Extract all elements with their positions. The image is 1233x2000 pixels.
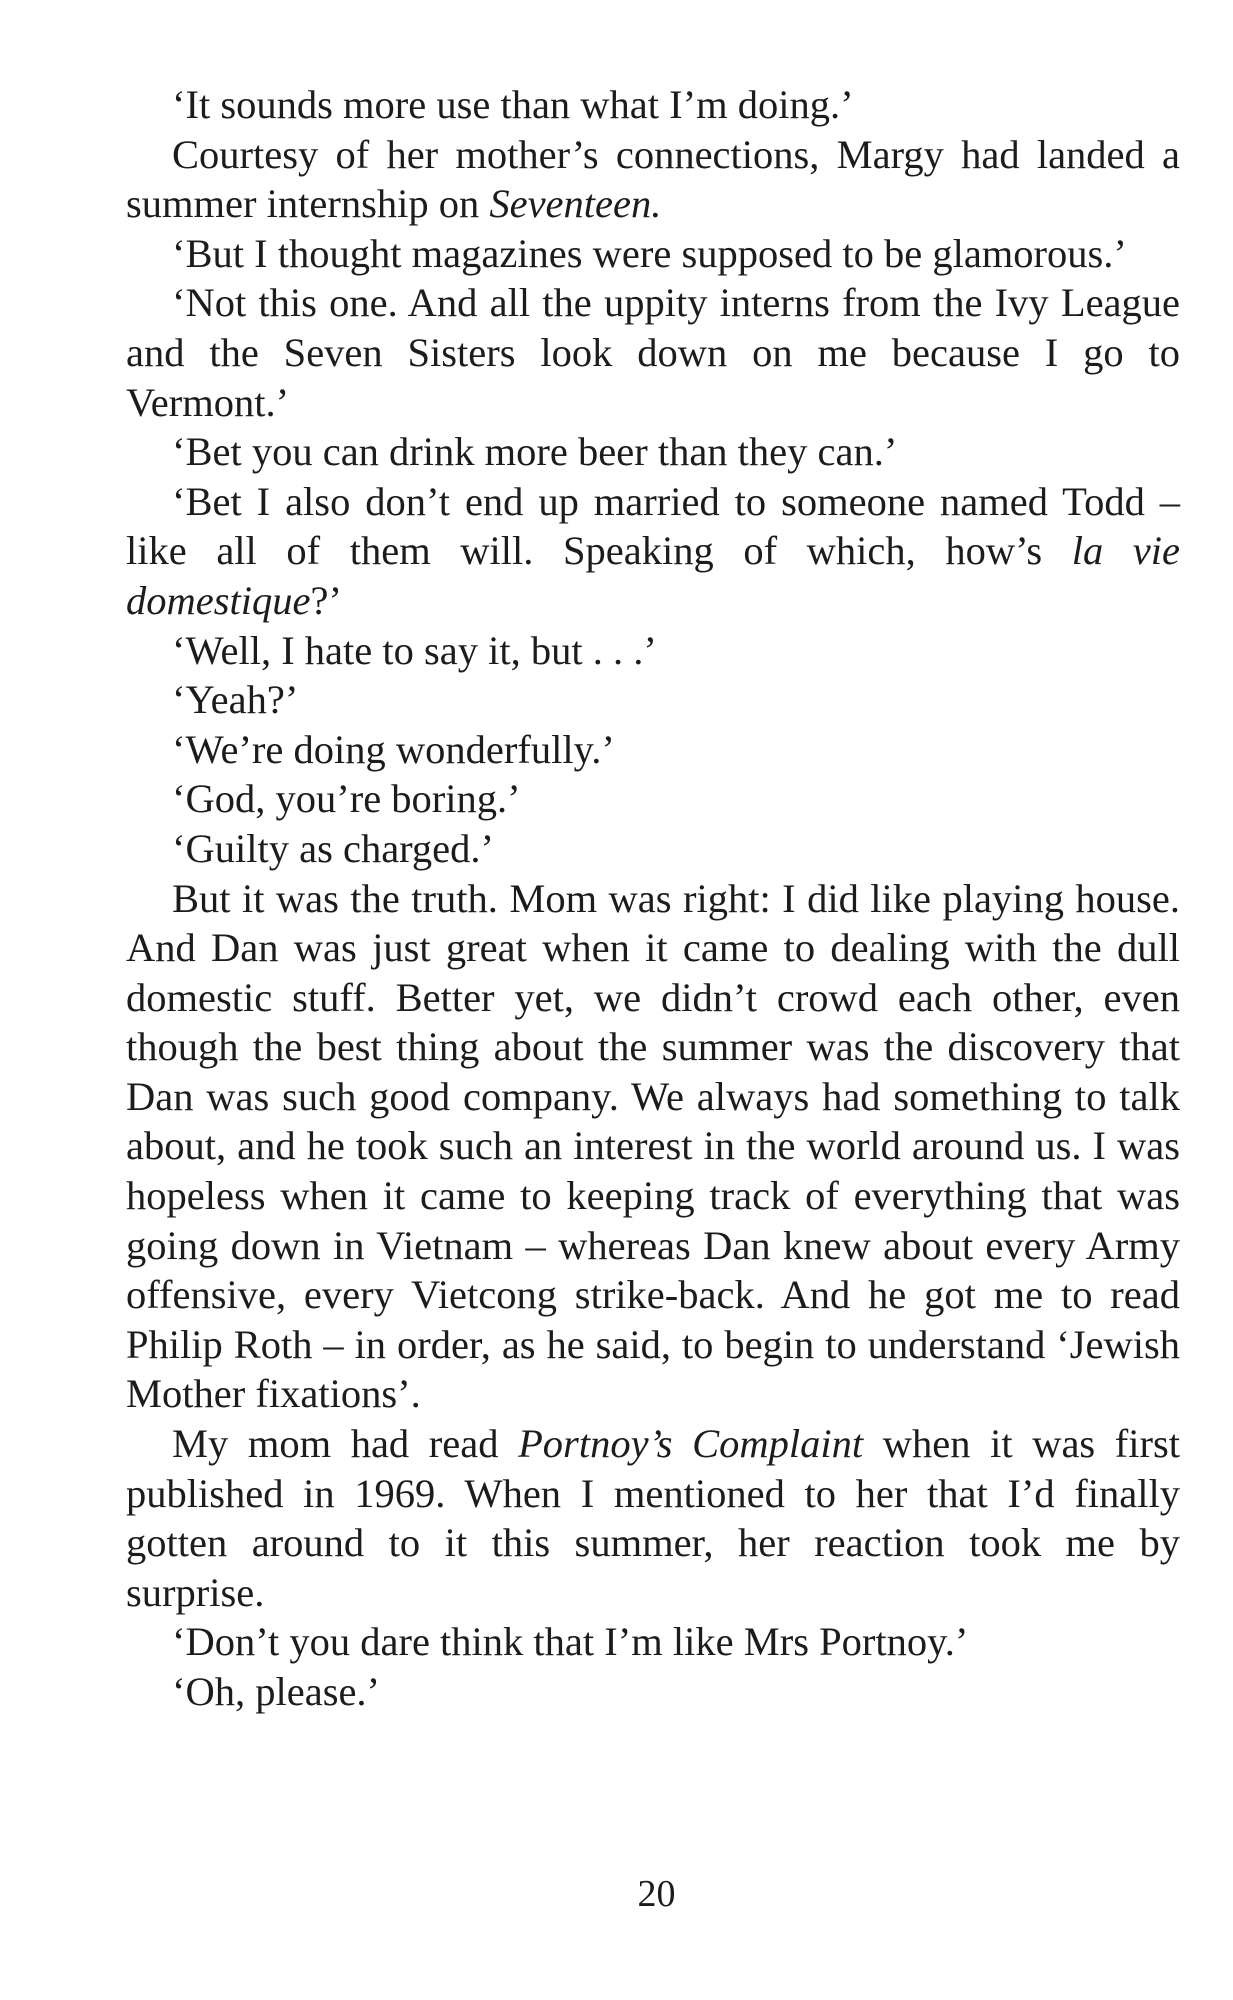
text-run: My mom had read: [172, 1421, 519, 1467]
text-run: when it was first published in 1969. When I mentioned to her that I’d finally gotten around to it this summer, her reaction took me by surprise.: [126, 1421, 1181, 1615]
paragraph: [126, 278, 1180, 427]
text-run: ‘We’re doing wonderfully.’: [172, 726, 615, 772]
paragraph: [126, 477, 1180, 626]
paragraph: [126, 626, 1180, 676]
paragraph: [126, 1667, 1180, 1717]
text-run: Courtesy of her mother’s connections, Margy had landed a summer internship on: [126, 131, 1180, 227]
paragraph: [126, 229, 1180, 279]
paragraph: [126, 774, 1180, 824]
text-run: ‘Oh, please.’: [172, 1669, 381, 1714]
italic-text: la vie domestique: [126, 528, 1180, 623]
text-run: ‘Bet I also don’t end up married to someone named Todd – like all of them will. Speaking of which, how’s: [126, 478, 1180, 574]
italic-text: Seventeen.: [489, 181, 662, 227]
paragraph: [126, 1617, 1180, 1667]
text-run: ‘Not this one. And all the uppity interns from the Ivy League and the Seven Sisters look down on me because I go to Vermont.’: [126, 280, 1180, 425]
page-number: 20: [637, 1873, 676, 1915]
text-run: ‘God, you’re boring.’: [172, 776, 521, 822]
paragraph: [126, 427, 1180, 477]
text-run: ?’: [310, 577, 342, 623]
paragraph: [126, 824, 1180, 874]
text-run: But it was the truth. Mom was right: I did like playing house. And Dan was just great when it came to dealing with the dull domestic stuff. Better yet, we didn’t crowd each other, even though the best thing about the summer was the discovery that Dan was such good company. We always had something to talk about, and he took such an interest in the world around us. I was hopeless when it came to keeping track of everything that was going down in Vietnam – whereas Dan knew about every Army offensive, every Vietcong strike-back. And he got me to read Philip Roth – in order, as he said, to begin to understand ‘Jewish Mother fixations’.: [126, 875, 1180, 1417]
book-page-body: [126, 80, 1180, 1717]
paragraph: [126, 725, 1180, 775]
paragraph: [126, 1419, 1180, 1617]
paragraph: [126, 675, 1180, 725]
text-run: ‘Don’t you dare think that I’m like Mrs Portnoy.’: [172, 1619, 969, 1665]
paragraph: [126, 874, 1180, 1420]
paragraph: [126, 80, 1180, 130]
text-run: ‘It sounds more use than what I’m doing.’: [172, 82, 854, 127]
text-run: ‘Yeah?’: [172, 677, 299, 723]
text-run: ‘Well, I hate to say it, but . . .’: [172, 627, 657, 673]
text-run: ‘Bet you can drink more beer than they can.’: [172, 429, 898, 475]
text-run: ‘Guilty as charged.’: [172, 825, 495, 871]
paragraph: [126, 130, 1180, 229]
italic-text: Portnoy’s Complaint: [518, 1421, 864, 1467]
text-run: ‘But I thought magazines were supposed to be glamorous.’: [172, 230, 1127, 276]
